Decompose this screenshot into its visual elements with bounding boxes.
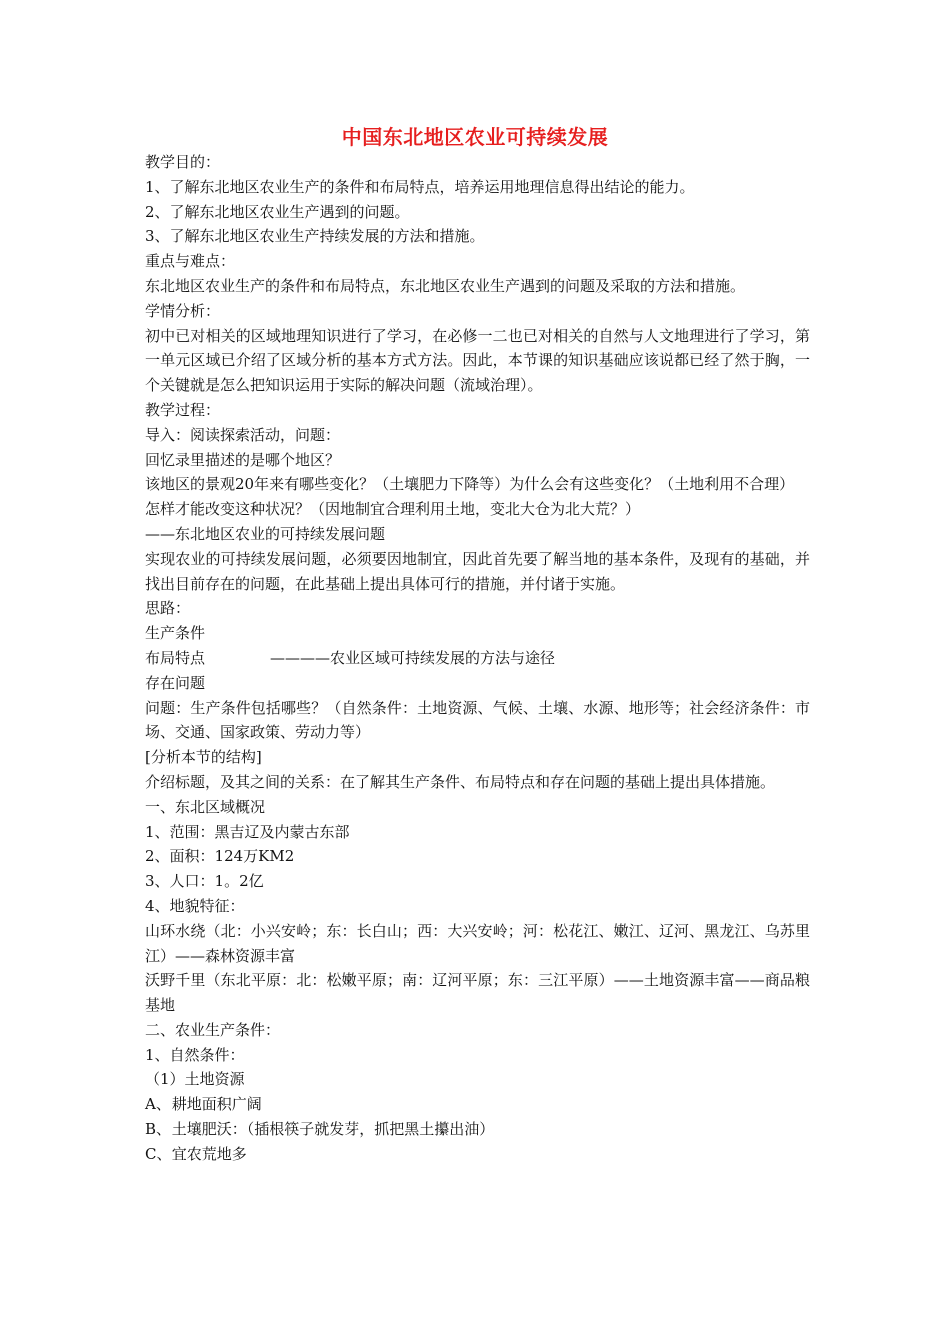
paragraph-text: 实现农业的可持续发展问题，必须要因地制宜，因此首先要了解当地的基本条件，及现有的基础，并找出目前存在的问题，在此基础上提出具体可行的措施，并付诸于实施。 <box>145 549 810 593</box>
question-text: 怎样才能改变这种状况？（因地制宜合理利用土地，变北大仓为北大荒？） <box>145 500 641 519</box>
overview-item: 1、范围：黑吉辽及内蒙古东部 <box>145 822 350 841</box>
question-text: 回忆录里描述的是哪个地区？ <box>145 450 341 469</box>
document-body <box>145 150 810 1167</box>
overview-item: 2、面积：124万KM2 <box>145 847 295 866</box>
question-text: 问题：生产条件包括哪些？（自然条件：土地资源、气候、土壤、水源、地形等；社会经济条件：市场、交通、国家政策、劳动力等） <box>145 698 810 742</box>
overview-item: 4、地貌特征： <box>145 896 245 915</box>
topic-line: ——东北地区农业的可持续发展问题 <box>145 524 386 543</box>
goal-item: 1、了解东北地区农业生产的条件和布局特点，培养运用地理信息得出结论的能力。 <box>145 177 695 196</box>
section-heading: 一、东北区域概况 <box>145 797 266 816</box>
intro-text: 导入：阅读探索活动，问题： <box>145 425 341 444</box>
heading-approach: 思路： <box>145 599 191 618</box>
list-item-text: 耕地面积广阔 <box>171 1095 262 1114</box>
approach-route-text: ————农业区域可持续发展的方法与途径 <box>270 648 556 667</box>
section-note: [分析本节的结构] <box>145 748 262 767</box>
list-item <box>145 1092 810 1117</box>
landform-text: 沃野千里（东北平原：北：松嫩平原；南：辽河平原；东：三江平原）——土地资源丰富——商品粮基地 <box>145 971 810 1015</box>
approach-item: 存在问题 <box>145 673 206 692</box>
subsection-heading: 1、自然条件： <box>145 1045 245 1064</box>
approach-item: 生产条件 <box>145 624 206 643</box>
list-item <box>145 1117 810 1142</box>
list-item-text: 土壤肥沃：（插根筷子就发芽，抓把黑土攥出油） <box>171 1120 495 1139</box>
document-title: 中国东北地区农业可持续发展 <box>341 125 609 149</box>
goal-item: 3、了解东北地区农业生产持续发展的方法和措施。 <box>145 227 485 246</box>
list-marker: C、 <box>145 1144 172 1163</box>
section-heading: 二、农业生产条件： <box>145 1020 281 1039</box>
list-item <box>145 1142 810 1167</box>
question-text: 该地区的景观20年来有哪些变化？（土壤肥力下降等）为什么会有这些变化？（土地利用不合理） <box>145 475 795 494</box>
subsection-heading: （1）土地资源 <box>145 1070 245 1089</box>
key-points-text: 东北地区农业生产的条件和布局特点，东北地区农业生产遇到的问题及采取的方法和措施。 <box>145 276 746 295</box>
goal-item: 2、了解东北地区农业生产遇到的问题。 <box>145 202 410 221</box>
paragraph-text: 介绍标题，及其之间的关系：在了解其生产条件、布局特点和存在问题的基础上提出具体措施。 <box>145 772 776 791</box>
heading-teaching-process: 教学过程： <box>145 400 221 419</box>
landform-text: 山环水绕（北：小兴安岭；东：长白山；西：大兴安岭；河：松花江、嫩江、辽河、黑龙江、乌苏里江）——森林资源丰富 <box>145 921 810 965</box>
heading-key-points: 重点与难点： <box>145 252 236 271</box>
approach-route-line <box>145 646 810 671</box>
overview-item: 3、人口：1。2亿 <box>145 872 264 891</box>
learner-analysis-text: 初中已对相关的区域地理知识进行了学习，在必修一二也已对相关的自然与人文地理进行了学习，第一单元区域已介绍了区域分析的基本方式方法。因此，本节课的知识基础应该说都已经了然于胸，一个关键就是怎么把知识运用于实际的解决问题（流域治理）。 <box>145 326 810 395</box>
list-marker: A、 <box>145 1095 171 1114</box>
heading-learner-analysis: 学情分析： <box>145 301 221 320</box>
list-item-text: 宜农荒地多 <box>171 1144 247 1163</box>
heading-teaching-goal: 教学目的： <box>145 153 221 171</box>
approach-item: 布局特点 <box>145 648 206 667</box>
list-marker: B、 <box>145 1120 172 1139</box>
